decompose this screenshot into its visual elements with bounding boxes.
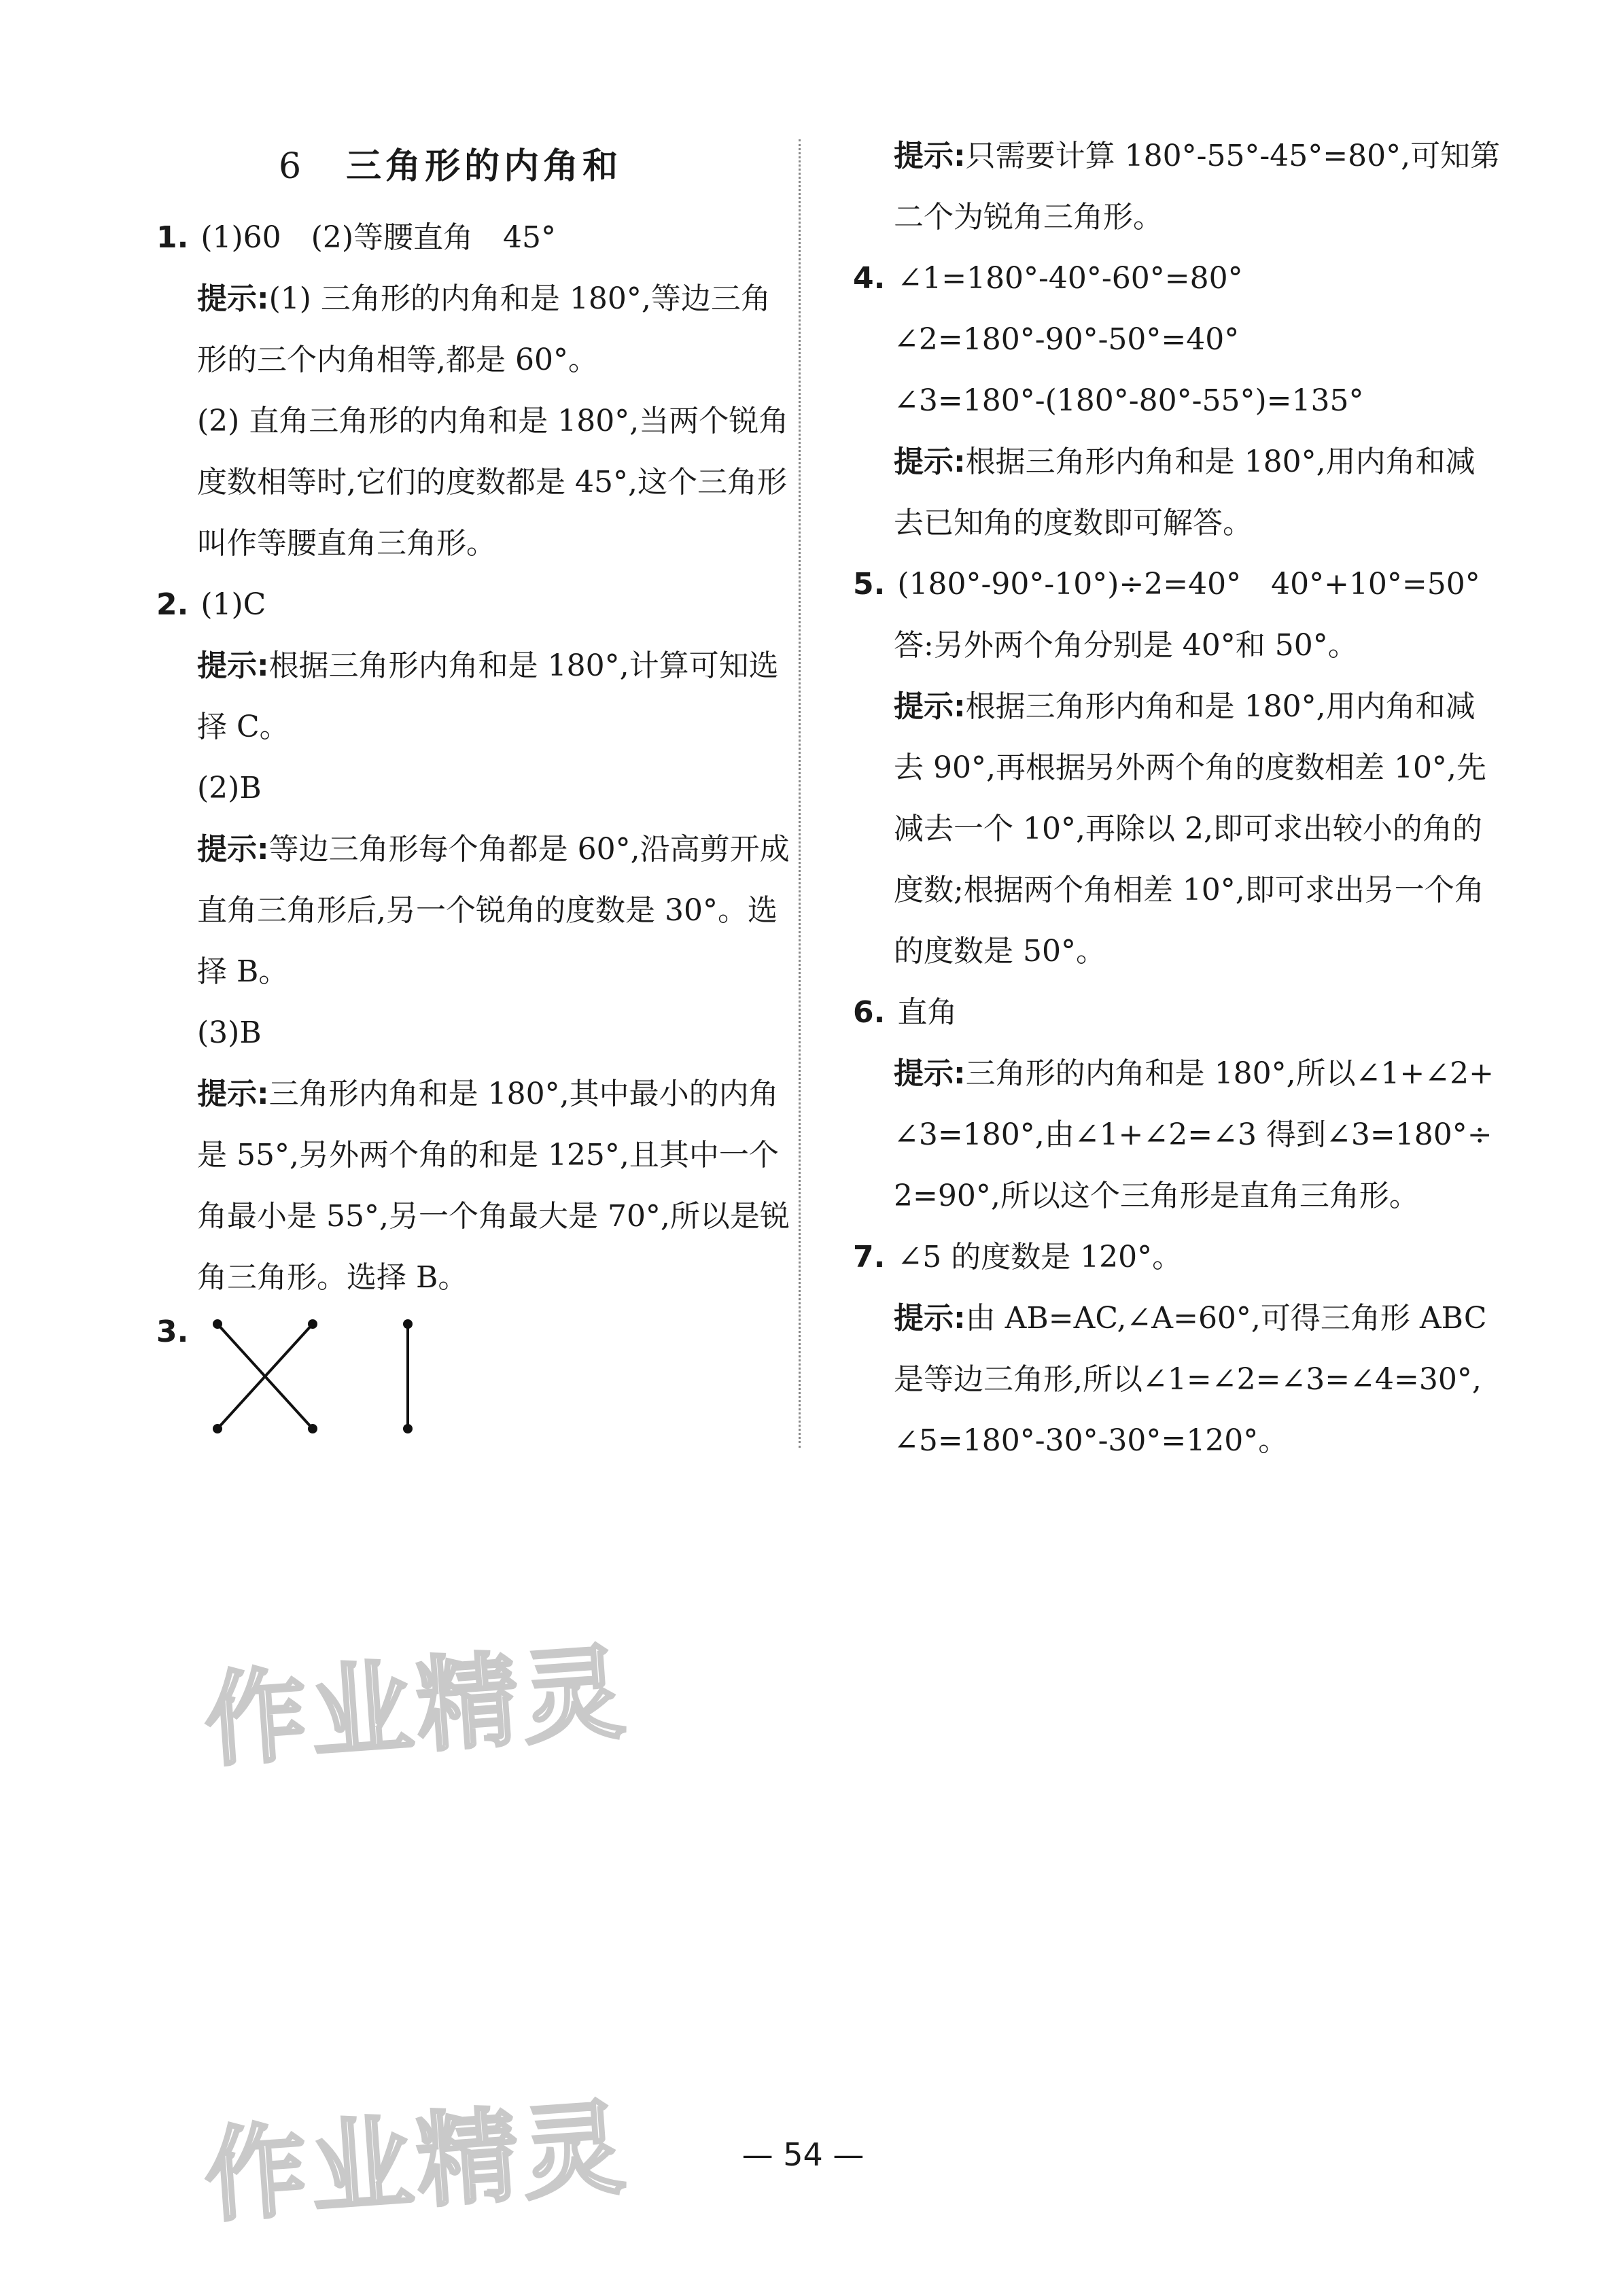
answer-line xyxy=(853,992,957,1033)
answer-line xyxy=(197,401,788,442)
answer-text: (2) 直角三角形的内角和是 180°,当两个锐角 xyxy=(197,404,789,438)
hint-label: 提示: xyxy=(894,445,966,479)
answer-text: (3)B xyxy=(197,1015,262,1050)
answer-line xyxy=(894,1421,1288,1461)
answer-line xyxy=(197,462,787,503)
answer-line xyxy=(894,1115,1492,1155)
answer-text: 去已知角的度数即可解答。 xyxy=(894,506,1253,540)
answer-line xyxy=(197,829,790,870)
answer-line xyxy=(197,646,779,686)
hint-label: 提示: xyxy=(197,648,269,683)
answer-line xyxy=(197,279,771,319)
answer-text: 二个为锐角三角形。 xyxy=(894,200,1163,234)
answer-line xyxy=(894,136,1500,177)
answer-line xyxy=(156,585,266,625)
question-number: 2. xyxy=(156,587,189,622)
answer-text: 由 AB=AC,∠A=60°,可得三角形 ABC xyxy=(965,1301,1487,1336)
answer-text: 形的三个内角相等,都是 60°。 xyxy=(197,343,598,377)
answer-line xyxy=(894,809,1482,850)
answer-line xyxy=(197,1196,790,1237)
hint-label: 提示: xyxy=(894,1056,966,1091)
watermark: 作业精灵 xyxy=(200,2089,633,2237)
answer-text: 角三角形。选择 B。 xyxy=(197,1260,468,1295)
question-number: 1. xyxy=(156,220,189,255)
answer-text: 三角形内角和是 180°,其中最小的内角 xyxy=(268,1077,779,1111)
answer-line xyxy=(853,258,1243,299)
answer-text: 根据三角形内角和是 180°,计算可知选 xyxy=(268,648,779,683)
answer-line xyxy=(197,1074,779,1115)
section-number: 6 xyxy=(279,146,306,187)
answer-line xyxy=(197,1257,468,1298)
answer-text: 择 C。 xyxy=(197,710,290,744)
answer-text: (2)B xyxy=(197,771,262,805)
answer-text: (1)60 (2)等腰直角 45° xyxy=(200,220,556,255)
dot xyxy=(308,1319,317,1329)
answer-line xyxy=(197,707,290,748)
answer-line xyxy=(197,890,778,931)
answer-text: ∠2=180°-90°-50°=40° xyxy=(894,322,1240,357)
answer-text: ∠3=180°-(180°-80°-55°)=135° xyxy=(894,383,1364,418)
answer-text: 2=90°,所以这个三角形是直角三角形。 xyxy=(894,1179,1419,1213)
question-number: 6. xyxy=(853,995,886,1030)
answer-line xyxy=(853,564,1480,605)
page-number: — 54 — xyxy=(741,2136,865,2173)
answer-text: ∠5=180°-30°-30°=120°。 xyxy=(894,1423,1289,1458)
answer-text: (1)C xyxy=(200,587,266,622)
dot xyxy=(213,1319,222,1329)
answer-text: 是等边三角形,所以∠1=∠2=∠3=∠4=30°, xyxy=(894,1362,1482,1397)
dot xyxy=(403,1424,413,1433)
answer-line xyxy=(894,381,1363,421)
answer-text: 度数相等时,它们的度数都是 45°,这个三角形 xyxy=(197,465,787,500)
answer-line xyxy=(894,686,1476,727)
question-number: 4. xyxy=(853,261,886,296)
answer-line xyxy=(894,625,1358,666)
answer-line xyxy=(894,197,1163,238)
answer-text: 择 B。 xyxy=(197,954,289,989)
answer-text: 减去一个 10°,再除以 2,即可求出较小的角的 xyxy=(894,812,1482,846)
answer-text: (180°-90°-10°)÷2=40° 40°+10°=50° xyxy=(897,567,1480,602)
hint-label: 提示: xyxy=(197,281,269,316)
answer-line xyxy=(156,218,556,258)
question-number: 5. xyxy=(853,567,886,602)
answer-line xyxy=(197,523,496,564)
answer-text: 度数;根据两个角相差 10°,即可求出另一个角 xyxy=(894,873,1484,907)
dot xyxy=(403,1319,413,1329)
answer-line xyxy=(197,1013,262,1054)
answer-text: 根据三角形内角和是 180°,用内角和减 xyxy=(965,689,1476,724)
answer-text: 的度数是 50°。 xyxy=(894,934,1106,969)
matching-lines-diagram xyxy=(184,1312,469,1475)
answer-line xyxy=(894,870,1484,911)
answer-text: 答:另外两个角分别是 40°和 50°。 xyxy=(894,628,1358,663)
hint-label: 提示: xyxy=(894,689,966,724)
dot xyxy=(213,1424,222,1433)
question-number: 7. xyxy=(853,1240,886,1274)
watermark: 作业精灵 xyxy=(200,1633,633,1781)
hint-label: 提示: xyxy=(894,139,966,173)
answer-line xyxy=(894,503,1253,544)
answer-text: (1) 三角形的内角和是 180°,等边三角 xyxy=(268,281,771,316)
answer-line xyxy=(894,1054,1494,1094)
answer-text: ∠5 的度数是 120°。 xyxy=(897,1240,1183,1274)
answer-line xyxy=(894,1298,1487,1339)
answer-text: 三角形的内角和是 180°,所以∠1+∠2+ xyxy=(965,1056,1495,1091)
answer-text: ∠3=180°,由∠1+∠2=∠3 得到∠3=180°÷ xyxy=(894,1117,1492,1152)
answer-text: 是 55°,另外两个角的和是 125°,且其中一个 xyxy=(197,1138,779,1172)
answer-text: 等边三角形每个角都是 60°,沿高剪开成 xyxy=(268,832,790,867)
answer-line xyxy=(197,952,288,992)
answer-text: 叫作等腰直角三角形。 xyxy=(197,526,496,561)
column-divider xyxy=(799,139,801,1448)
answer-text: 角最小是 55°,另一个角最大是 70°,所以是锐 xyxy=(197,1199,790,1234)
answer-line xyxy=(894,1359,1482,1400)
answer-line xyxy=(853,1237,1182,1278)
hint-label: 提示: xyxy=(197,1077,269,1111)
section-title-text: 三角形的内角和 xyxy=(346,146,623,187)
answer-text: 根据三角形内角和是 180°,用内角和减 xyxy=(965,445,1476,479)
answer-line xyxy=(197,340,598,381)
answer-line xyxy=(894,319,1239,360)
answer-text: 直角三角形后,另一个锐角的度数是 30°。选 xyxy=(197,893,778,928)
answer-text: 直角 xyxy=(897,995,958,1030)
answer-line xyxy=(894,442,1476,483)
hint-label: 提示: xyxy=(894,1301,966,1336)
answer-text: ∠1=180°-40°-60°=80° xyxy=(897,261,1243,296)
question-number: 3. xyxy=(156,1315,189,1349)
section-title xyxy=(279,143,622,190)
answer-text: 只需要计算 180°-55°-45°=80°,可知第 xyxy=(965,139,1501,173)
answer-line xyxy=(894,931,1106,972)
answer-line xyxy=(197,768,262,809)
answer-text: 去 90°,再根据另外两个角的度数相差 10°,先 xyxy=(894,750,1486,785)
answer-line xyxy=(197,1135,779,1176)
answer-line xyxy=(894,748,1486,788)
answer-line xyxy=(894,1176,1419,1217)
dot xyxy=(308,1424,317,1433)
hint-label: 提示: xyxy=(197,832,269,867)
